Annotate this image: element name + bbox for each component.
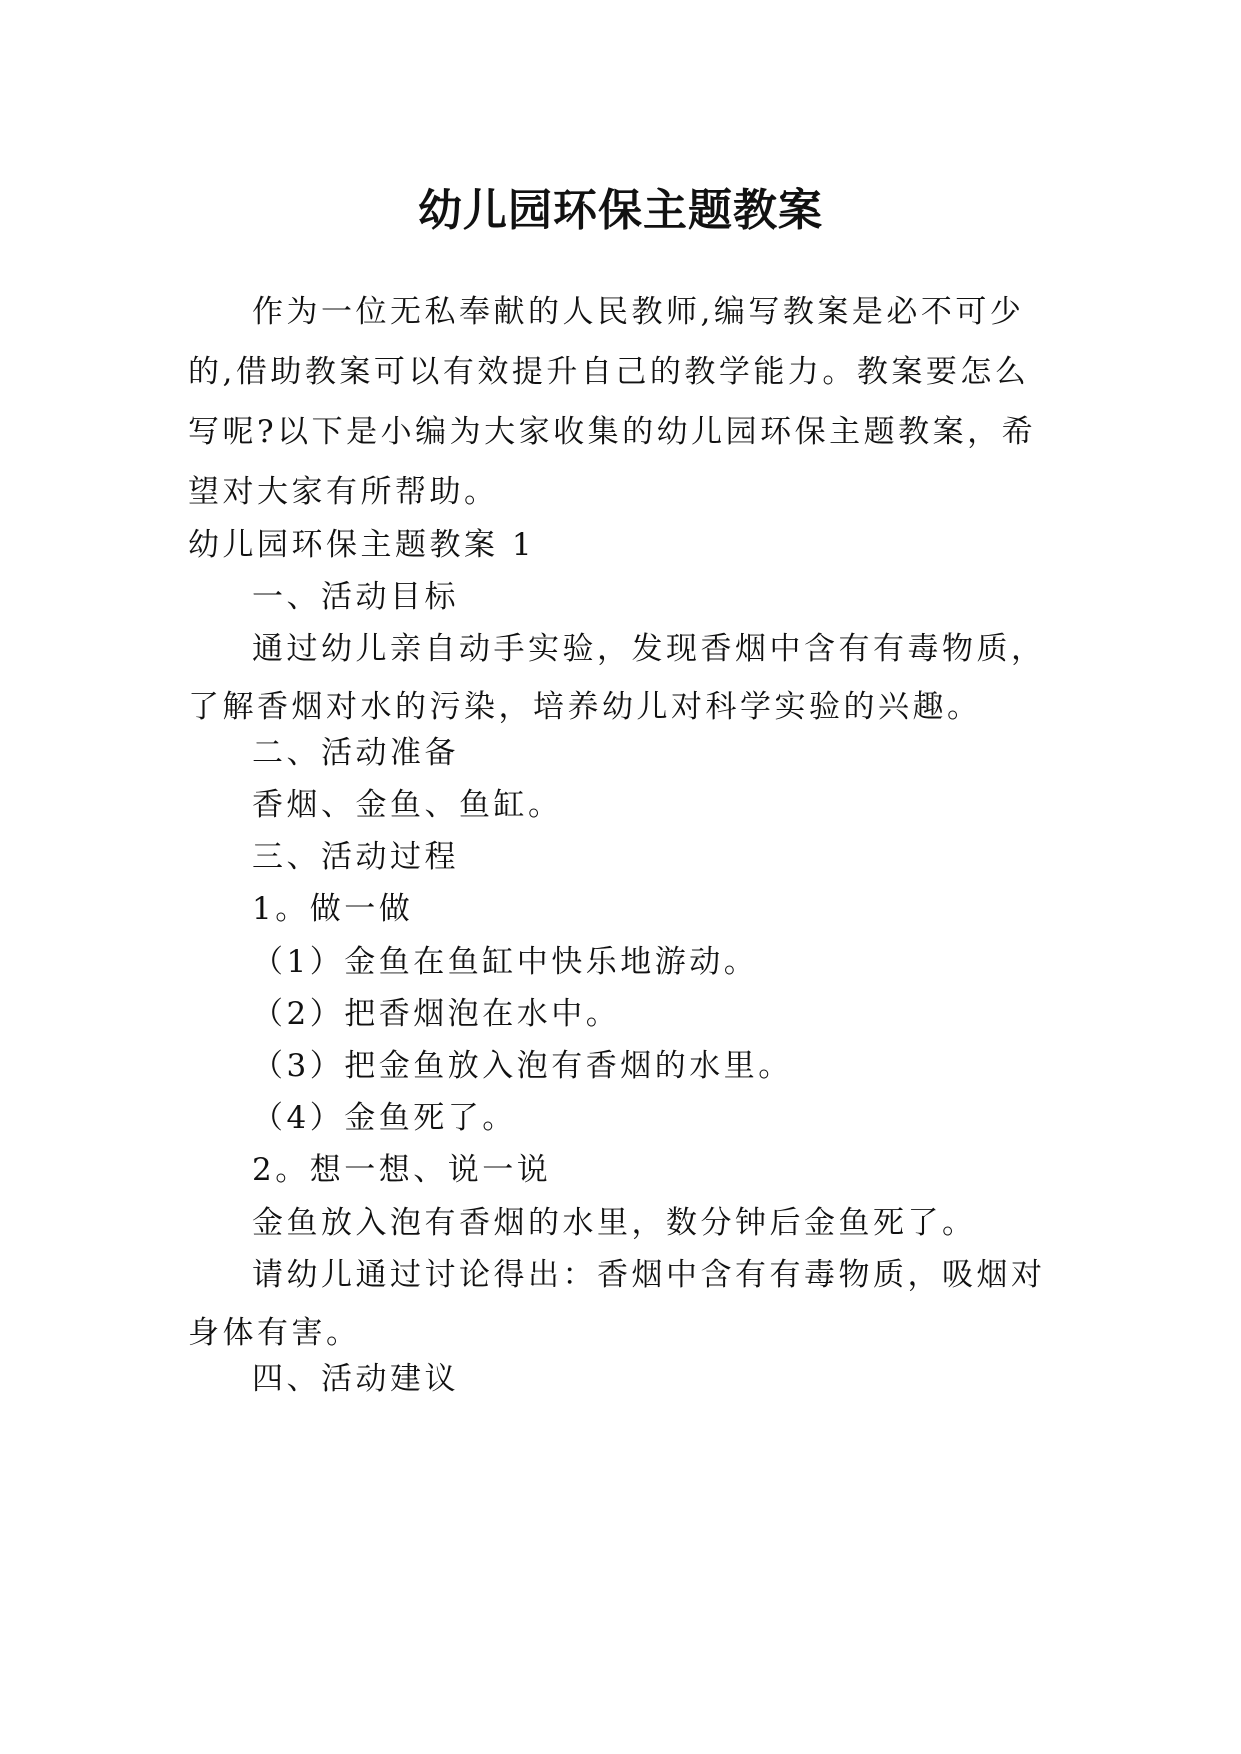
section-title: 幼儿园环保主题教案 1 xyxy=(188,527,536,563)
goal-heading: 一、活动目标 xyxy=(252,579,459,615)
goal-paragraph: 通过幼儿亲自动手实验，发现香烟中含有有毒物质，了解香烟对水的污染，培养幼儿对科学实验的兴趣。 xyxy=(188,631,1046,725)
step2-heading: 2。想一想、说一说 xyxy=(252,1152,552,1188)
document-title: 幼儿园环保主题教案 xyxy=(418,185,823,237)
prep-paragraph: 香烟、金鱼、鱼缸。 xyxy=(252,787,563,823)
step2-paragraph-2: 请幼儿通过讨论得出：香烟中含有有毒物质，吸烟对身体有害。 xyxy=(188,1257,1046,1351)
process-heading: 三、活动过程 xyxy=(252,839,459,875)
step2-paragraph-1: 金鱼放入泡有香烟的水里，数分钟后金鱼死了。 xyxy=(252,1205,977,1241)
suggest-heading: 四、活动建议 xyxy=(252,1361,459,1397)
step1-item: （4）金鱼死了。 xyxy=(252,1100,517,1136)
step1-item: （3）把金鱼放入泡有香烟的水里。 xyxy=(252,1048,793,1084)
step1-item: （1）金鱼在鱼缸中快乐地游动。 xyxy=(252,944,759,980)
step1-heading: 1。做一做 xyxy=(252,891,414,927)
prep-heading: 二、活动准备 xyxy=(252,735,459,771)
intro-paragraph: 作为一位无私奉献的人民教师,编写教案是必不可少的,借助教案可以有效提升自己的教学能力。教案要怎么写呢?以下是小编为大家收集的幼儿园环保主题教案，希望对大家有所帮助。 xyxy=(188,294,1037,510)
step1-item: （2）把香烟泡在水中。 xyxy=(252,996,621,1032)
